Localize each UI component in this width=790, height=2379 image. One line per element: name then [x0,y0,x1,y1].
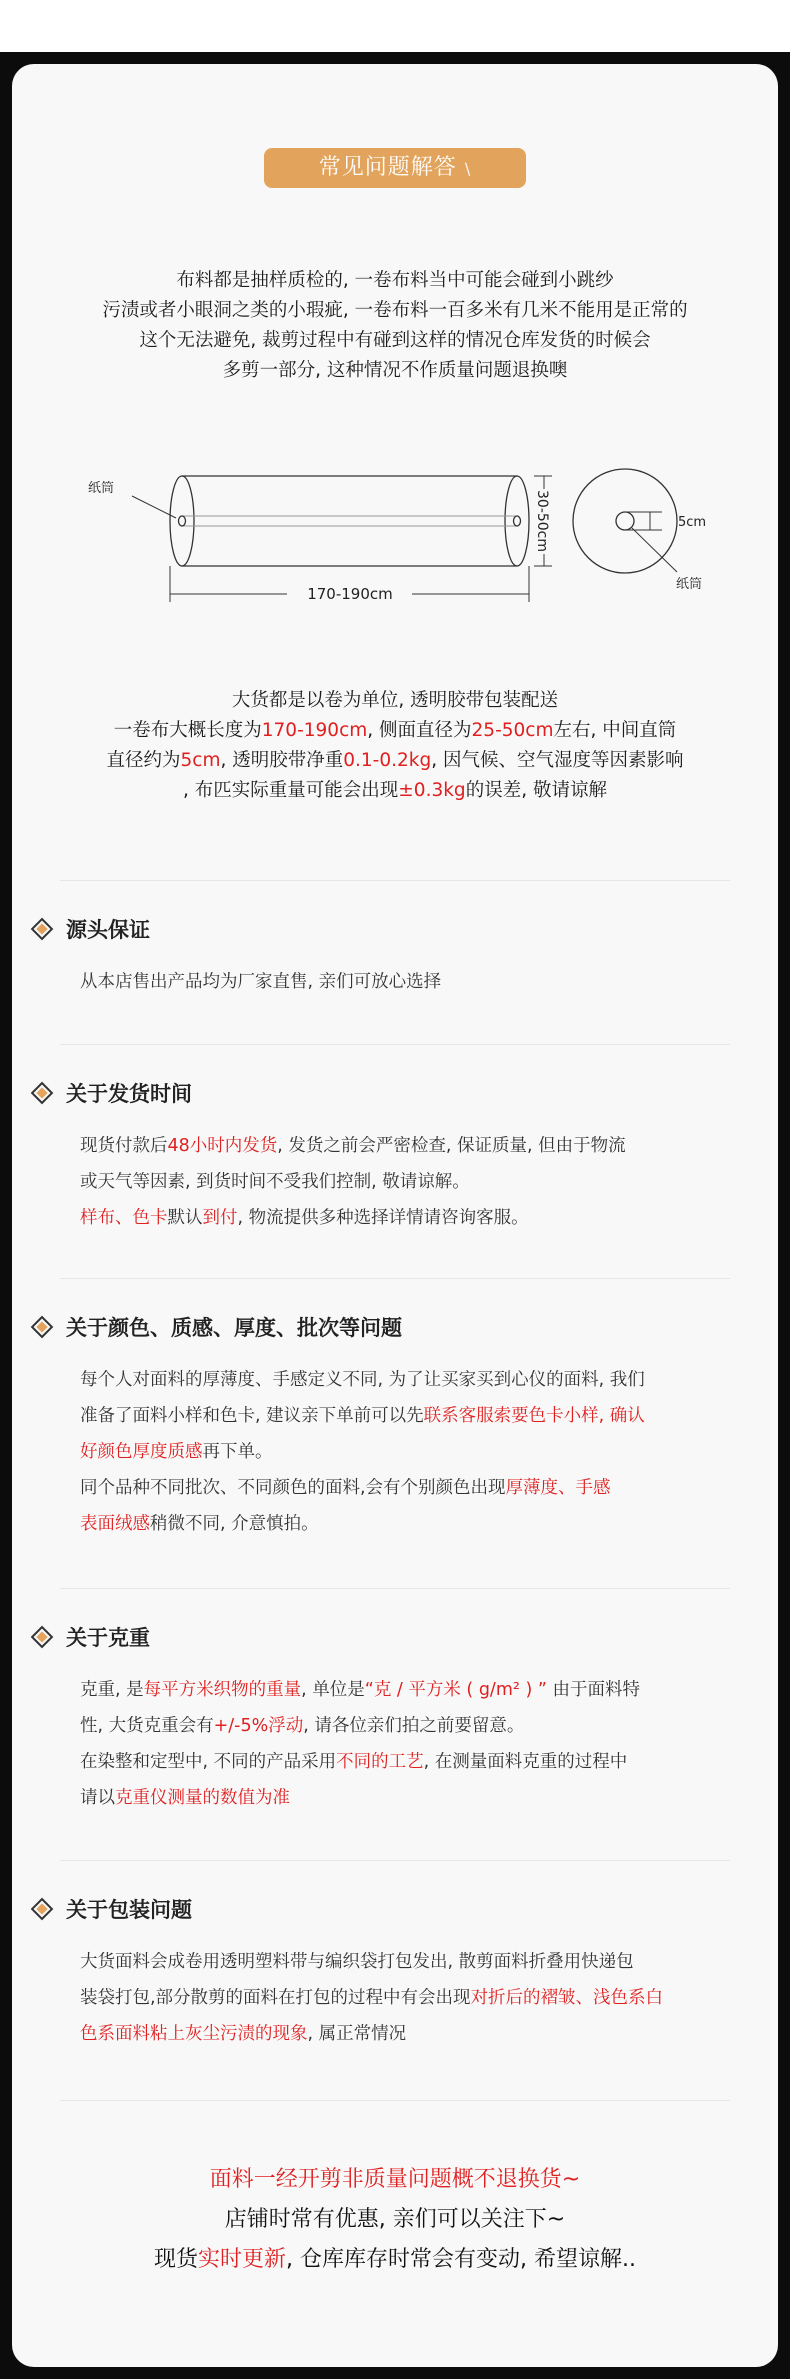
divider [60,1278,730,1279]
text: , 属正常情况 [307,2024,407,2044]
section-title-text: 源头保证 [66,918,150,942]
highlight: 色系面料粘上灰尘污渍的现象 [80,2024,308,2044]
header-slash: \ [464,159,472,178]
section-title-text: 关于包装问题 [66,1898,192,1922]
text: , 因气候、空气湿度等因素影响 [431,750,684,771]
text: 左右, 中间直筒 [553,720,677,741]
spec-line-2 [52,716,738,746]
spec-line-3 [52,746,738,776]
section-weight [38,1622,738,1816]
text: 同个品种不同批次、不同颜色的面料,会有个别颜色出现 [80,1478,506,1498]
section-title-text: 关于发货时间 [66,1082,192,1106]
spec-line-4 [52,776,738,806]
highlight: 每平方米织物的重量 [143,1680,302,1700]
core-side-circle [616,512,634,530]
section-body [80,964,738,1000]
stock-notice [52,2240,738,2280]
section-color [38,1312,738,1542]
text: 现货付款后 [80,1136,168,1156]
core-right-icon [514,516,521,526]
body-line: 大货面料会成卷用透明塑料带与编织袋打包发出, 散剪面料折叠用快递包 [80,1952,634,1972]
body-line [80,1470,738,1506]
diamond-bullet-icon [36,1903,47,1914]
diameter-label: 30-50cm [534,489,550,553]
section-body [80,1672,738,1816]
section-title [38,1312,738,1342]
intro-text [52,266,738,386]
highlight: 48小时内发货 [167,1136,278,1156]
divider [60,880,730,881]
highlight: 不同的工艺 [336,1752,424,1772]
faq-card [12,64,778,2367]
fabric-roll-diagram [72,454,732,614]
text: 装袋打包,部分散剪的面料在打包的过程中有会出现 [80,1988,471,2008]
body-line [80,1708,738,1744]
section-title-text: 关于颜色、质感、厚度、批次等问题 [66,1316,402,1340]
section-source [38,914,738,1000]
core-highlight: 5cm [180,750,221,771]
divider [60,1860,730,1861]
highlight: 对折后的褶皱、浅色系白 [470,1988,664,2008]
section-body [80,1128,738,1236]
section-shipping [38,1078,738,1236]
text: , 在测量面料克重的过程中 [423,1752,628,1772]
diamond-bullet-icon [36,1321,47,1332]
body-line: 每个人对面料的厚薄度、手感定义不同, 为了让买家买到心仪的面料, 我们 [80,1370,645,1390]
text: 性, 大货克重会有 [80,1716,214,1736]
body-line [80,1434,738,1470]
page-frame [0,52,790,2379]
highlight: 好颜色厚度质感 [80,1442,203,1462]
section-body [80,1362,738,1542]
highlight: 厚薄度、手感 [505,1478,611,1498]
section-title [38,1078,738,1108]
highlight: 表面绒感 [80,1514,150,1534]
text: , 物流提供多种选择详情请咨询客服。 [237,1208,529,1228]
faq-header [264,148,526,188]
text: , 侧面直径为 [367,720,472,741]
spec-line-1: 大货都是以卷为单位, 透明胶带包装配送 [231,690,559,711]
divider [60,1044,730,1045]
body-line [80,1980,738,2016]
body-line [80,1398,738,1434]
footer-notice [52,2160,738,2280]
text: 在染整和定型中, 不同的产品采用 [80,1752,337,1772]
intro-line: 布料都是抽样质检的, 一卷布料当中可能会碰到小跳纱 [176,270,614,291]
intro-line: 这个无法避免, 裁剪过程中有碰到这样的情况仓库发货的时候会 [139,330,651,351]
highlight: “克 / 平方米 ( g/m² ) ” [364,1680,547,1700]
highlight: 到付 [202,1208,238,1228]
section-packaging [38,1894,738,2052]
highlight: +/-5%浮动 [213,1716,304,1736]
body-line [80,2016,738,2052]
diamond-bullet-icon [36,1631,47,1642]
text: , 仓库库存时常会有变动, 希望谅解.. [286,2247,636,2272]
section-title [38,914,738,944]
length-label: 170-190cm [307,585,393,603]
roll-body [182,476,517,566]
follow-notice: 店铺时常有优惠, 亲们可以关注下~ [224,2207,566,2232]
weight-error-highlight: ±0.3kg [398,780,466,801]
length-highlight: 170-190cm [261,720,368,741]
text: 一卷布大概长度为 [113,720,262,741]
text: 的误差, 敬请谅解 [465,780,607,801]
text: 现货 [154,2247,199,2272]
text: 再下单。 [202,1442,273,1462]
highlight: 样布、色卡 [80,1208,168,1228]
roll-right-end [505,476,529,566]
text: 由于面料特 [546,1680,640,1700]
text: 直径约为 [106,750,181,771]
section-body [80,1944,738,2052]
diamond-bullet-icon [36,923,47,934]
core-left-icon [179,516,186,526]
section-title-text: 关于克重 [66,1626,150,1650]
intro-line: 多剪一部分, 这种情况不作质量问题退换噢 [222,360,568,381]
text: , 透明胶带净重 [220,750,344,771]
text: 克重, 是 [80,1680,144,1700]
roll-left-end [170,476,194,566]
body-line: 从本店售出产品均为厂家直售, 亲们可放心选择 [80,972,442,992]
highlight: 实时更新 [198,2247,287,2272]
tape-weight-highlight: 0.1-0.2kg [343,750,432,771]
text: , 发货之前会严密检查, 保证质量, 但由于物流 [277,1136,626,1156]
highlight: 克重仪测量的数值为准 [115,1788,290,1808]
body-line [80,1744,738,1780]
divider [60,1588,730,1589]
text: 请以 [80,1788,115,1808]
shipping-spec-text [52,686,738,806]
diamond-bullet-icon [36,1087,47,1098]
section-title [38,1622,738,1652]
no-return-notice: 面料一经开剪非质量问题概不退换货~ [209,2167,581,2192]
text: , 单位是 [301,1680,365,1700]
diameter-highlight: 25-50cm [471,720,554,741]
highlight: 联系客服索要色卡小样, 确认 [423,1406,645,1426]
body-line [80,1200,738,1236]
text: , 布匹实际重量可能会出现 [183,780,399,801]
core-label: 5cm [677,515,707,530]
divider [60,2100,730,2101]
tube-label-left: 纸筒 [88,481,115,496]
text: , 请各位亲们拍之前要留意。 [303,1716,525,1736]
text: 默认 [167,1208,203,1228]
faq-header-title: 常见问题解答 [318,155,457,180]
intro-line: 污渍或者小眼洞之类的小瑕疵, 一卷布料一百多米有几米不能用是正常的 [102,300,688,321]
body-line [80,1672,738,1708]
text: 准备了面料小样和色卡, 建议亲下单前可以先 [80,1406,424,1426]
text: 稍微不同, 介意慎拍。 [150,1514,319,1534]
tube-label-right: 纸筒 [676,577,703,592]
body-line [80,1128,738,1164]
body-line [80,1506,738,1542]
body-line [80,1780,738,1816]
body-line: 或天气等因素, 到货时间不受我们控制, 敬请谅解。 [80,1172,470,1192]
section-title [38,1894,738,1924]
